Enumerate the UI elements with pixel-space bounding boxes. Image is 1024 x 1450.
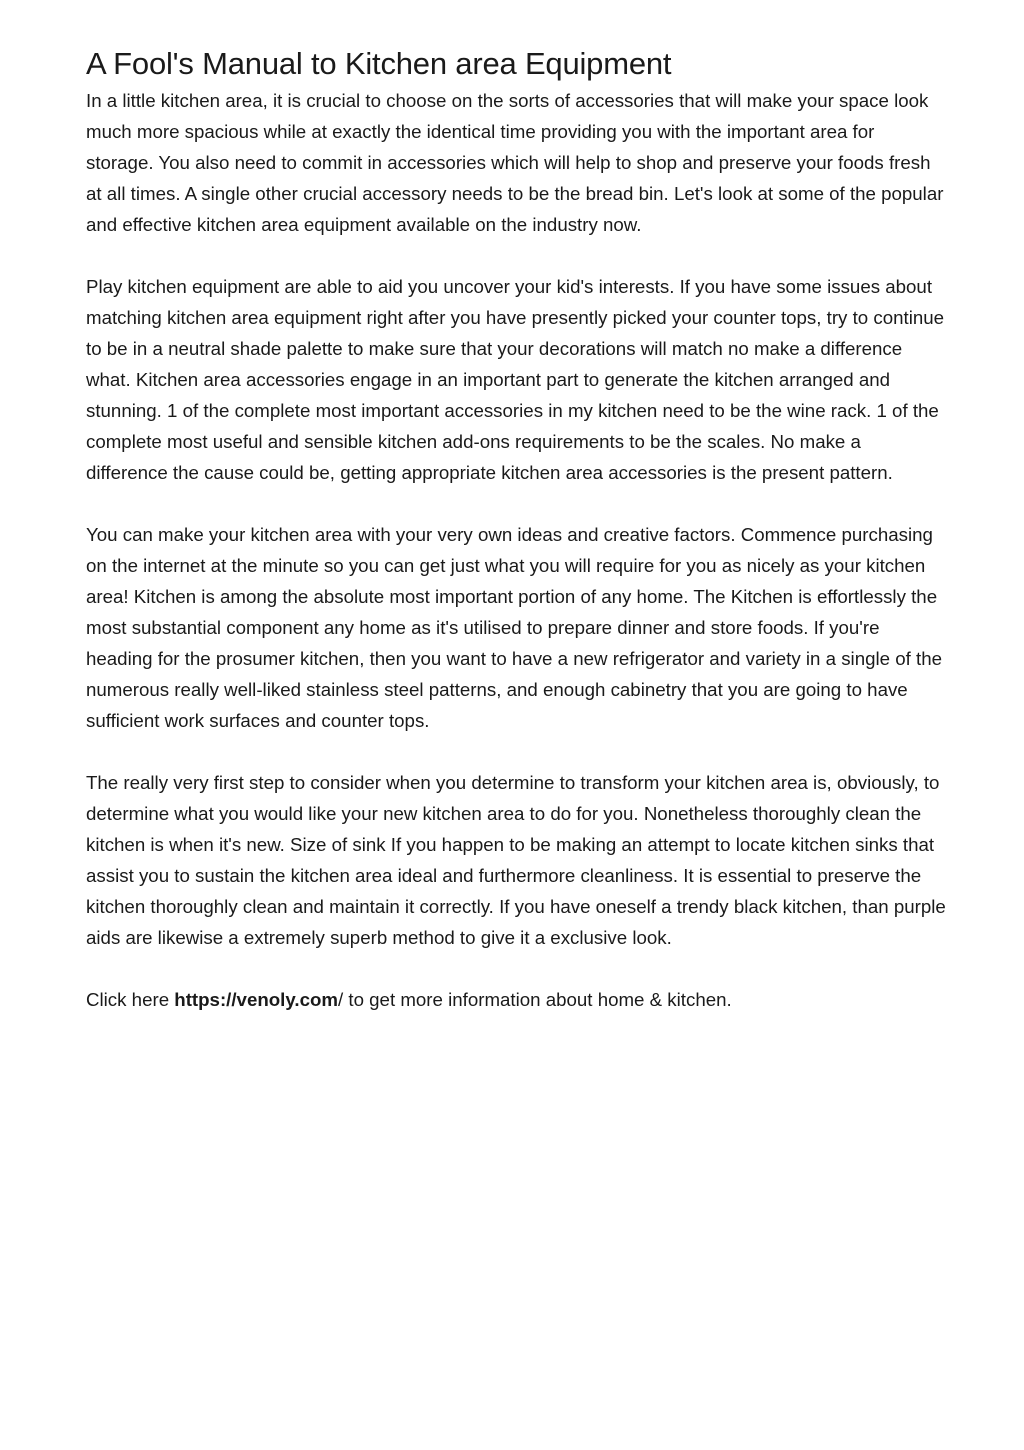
paragraph-3: You can make your kitchen area with your very own ideas and creative factors. Commence purchasing on the internet at the minute so you can get just what you will require for you as nicely as your kitchen area! Kitchen is among the absolute most important portion of any home. The Kitchen is effortlessly the most substantial component any home as it's utilised to prepare dinner and store foods. If you're heading for the prosumer kitchen, then you want to have a new refrigerator and variety in a single of the numerous really well-liked stainless steel patterns, and enough cabinetry that you are going to have sufficient work surfaces and counter tops. bbox=[86, 524, 942, 731]
footer-prefix: Click here bbox=[86, 989, 175, 1010]
paragraph-1: In a little kitchen area, it is crucial to choose on the sorts of accessories that will make your space look much more spacious while at exactly the identical time providing you with the important area for storage. You also need to commit in accessories which will help to shop and preserve your foods fresh at all times. A single other crucial accessory needs to be the bread bin. Let's look at some of the popular and effective kitchen area equipment available on the industry now. bbox=[86, 90, 944, 235]
footer-line bbox=[86, 984, 946, 1015]
document-page bbox=[86, 45, 946, 1015]
paragraph-4: The really very first step to consider when you determine to transform your kitchen area is, obviously, to determine what you would like your new kitchen area to do for you. Nonetheless thoroughly clean the kitchen is when it's new. Size of sink If you happen to be making an attempt to locate kitchen sinks that assist you to sustain the kitchen area ideal and furthermore cleanliness. It is essential to preserve the kitchen thoroughly clean and maintain it correctly. If you have oneself a trendy black kitchen, than purple aids are likewise a extremely superb method to give it a exclusive look. bbox=[86, 772, 946, 948]
footer-suffix: / to get more information about home & kitchen. bbox=[338, 989, 732, 1010]
venoly-link[interactable]: https://venoly.com bbox=[174, 989, 338, 1010]
document-title: A Fool's Manual to Kitchen area Equipment bbox=[86, 46, 672, 81]
paragraph-2: Play kitchen equipment are able to aid you uncover your kid's interests. If you have some issues about matching kitchen area equipment right after you have presently picked your counter tops, try to continue to be in a neutral shade palette to make sure that your decorations will match no make a difference what. Kitchen area accessories engage in an important part to generate the kitchen arranged and stunning. 1 of the complete most important accessories in my kitchen need to be the wine rack. 1 of the complete most useful and sensible kitchen add-ons requirements to be the scales. No make a difference the cause could be, getting appropriate kitchen area accessories is the present pattern. bbox=[86, 276, 945, 483]
